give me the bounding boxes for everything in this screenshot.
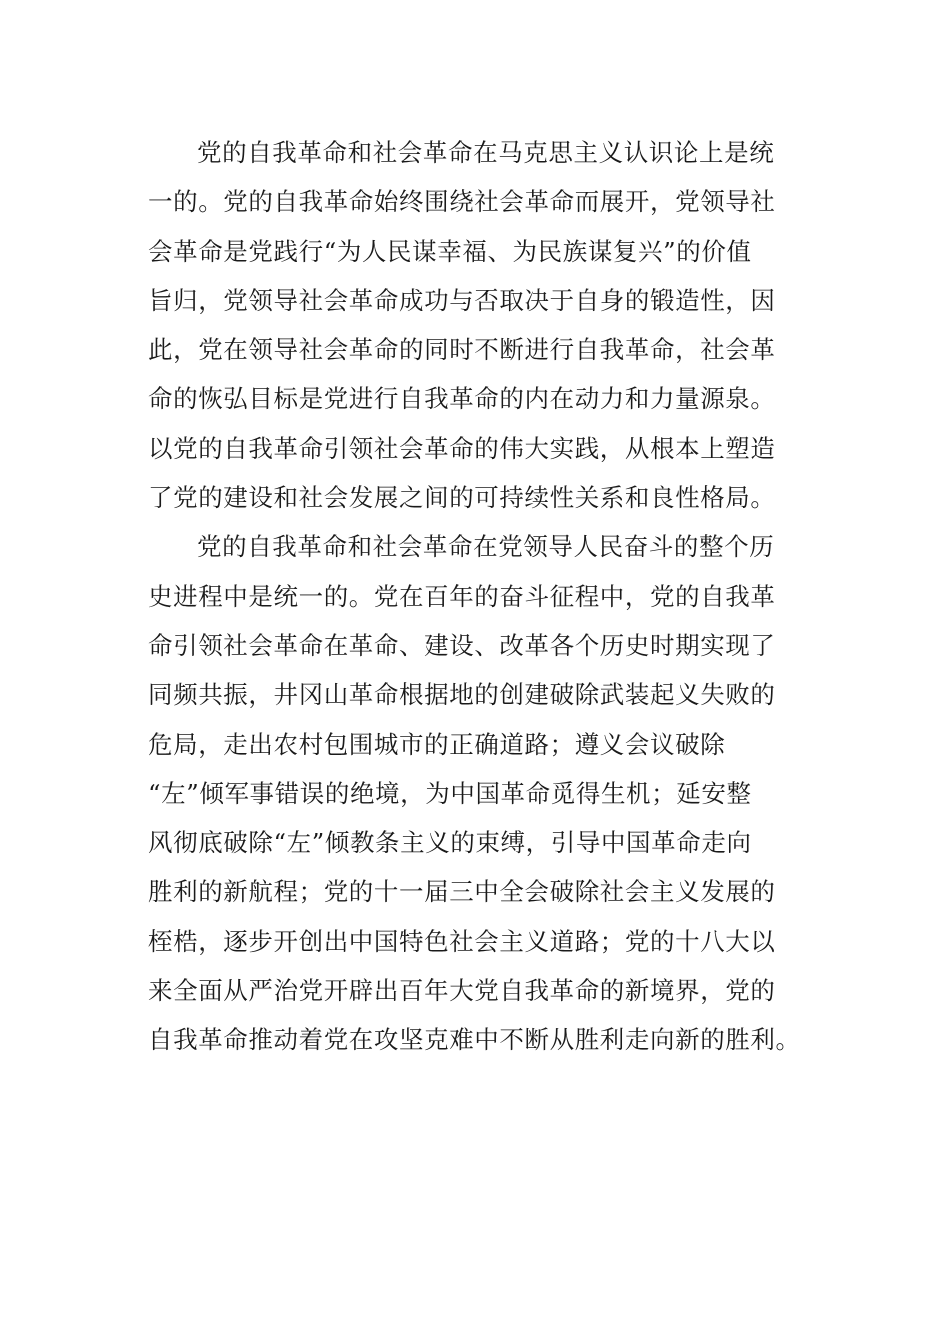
paragraph-2-line-10: 来全面从严治党开辟出百年大党自我革命的新境界，党的 bbox=[148, 976, 776, 1006]
paragraph-2-line-3: 命引领社会革命在革命、建设、改革各个历史时期实现了 bbox=[148, 630, 776, 660]
paragraph-2-line-8: 胜利的新航程；党的十一届三中全会破除社会主义发展的 bbox=[148, 877, 776, 907]
paragraph-2-line-7: 风彻底破除“左”倾教条主义的束缚，引导中国革命走向 bbox=[148, 828, 752, 858]
body-text bbox=[148, 128, 801, 1065]
paragraph-1-line-4: 旨归，党领导社会革命成功与否取决于自身的锻造性，因 bbox=[148, 285, 776, 315]
paragraph-1-line-8: 了党的建设和社会发展之间的可持续性关系和良性格局。 bbox=[148, 483, 776, 513]
paragraph-1-line-1: 党的自我革命和社会革命在马克思主义认识论上是统 bbox=[197, 138, 775, 167]
paragraph-2-line-4: 同频共振，井冈山革命根据地的创建破除武装起义失败的 bbox=[148, 680, 776, 710]
paragraph-2-line-1: 党的自我革命和社会革命在党领导人民奋斗的整个历 bbox=[197, 532, 775, 562]
paragraph-2-line-5: 危局，走出农村包围城市的正确道路；遵义会议破除 bbox=[148, 729, 726, 759]
paragraph-1-line-6: 命的恢弘目标是党进行自我革命的内在动力和力量源泉。 bbox=[148, 384, 776, 414]
paragraph-1-line-5: 此，党在领导社会革命的同时不断进行自我革命，社会革 bbox=[148, 335, 776, 365]
paragraph-2-line-2: 史进程中是统一的。党在百年的奋斗征程中，党的自我革 bbox=[148, 581, 776, 611]
paragraph-1-line-3: 会革命是党践行“为人民谋幸福、为民族谋复兴”的价值 bbox=[148, 236, 752, 266]
paragraph-1-line-7: 以党的自我革命引领社会革命的伟大实践，从根本上塑造 bbox=[148, 433, 776, 463]
paragraph-2-line-9: 桎梏，逐步开创出中国特色社会主义道路；党的十八大以 bbox=[148, 926, 776, 956]
paragraph-2-line-6: “左”倾军事错误的绝境，为中国革命觅得生机；延安整 bbox=[148, 778, 752, 808]
paragraph-2-line-11: 自我革命推动着党在攻坚克难中不断从胜利走向新的胜利。 bbox=[148, 1025, 801, 1055]
paragraph-1-line-2: 一的。党的自我革命始终围绕社会革命而展开，党领导社 bbox=[148, 187, 776, 217]
